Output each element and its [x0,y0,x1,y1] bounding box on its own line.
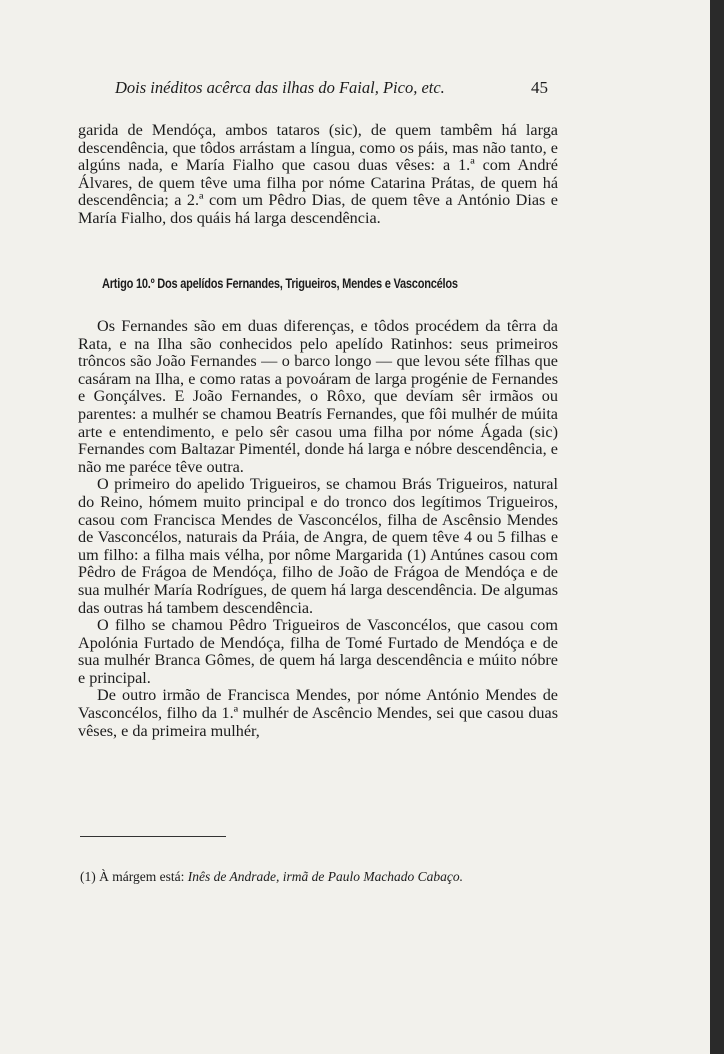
paragraph-0: garida de Mendóça, ambos tataros (sic), de quem tambêm há larga descendência, que tôdos arrástam a língua, como os páis, mas não tanto, e algúns nada, e María Fialho que casou duas vêses: a 1.ª com André Álvares, de quem têve uma filha por nóme Catarina Prátas, de quem há descendência; a 2.ª com um Pêdro Dias, de quem têve a António Dias e María Fialho, dos quáis há larga descendência. [78,121,558,227]
running-title: Dois inéditos acêrca das ilhas do Faial, Pico, etc. [115,78,445,97]
paragraph-3: O filho se chamou Pêdro Trigueiros de Vasconcélos, que casou com Apolónia Furtado de Mendóça, filha de Tomé Furtado de Mendóça e de sua mulhér Branca Gômes, de quem há larga descendência e múito nóbre e principal. [78,616,558,687]
footnote [80,869,550,885]
footnote-text: Inês de Andrade, irmã de Paulo Machado Cabaço. [187,869,464,884]
footnote-marker: (1) À márgem está: [80,869,185,884]
section-heading: Artigo 10.º Dos apelídos Fernandes, Trigueiros, Mendes e Vasconcélos [102,276,458,291]
paragraph-4: De outro irmão de Francisca Mendes, por nóme António Mendes de Vasconcélos, filho da 1.ª mulhér de Ascêncio Mendes, sei que casou duas vêses, e da primeira mulhér, [78,686,558,740]
paragraph-continued [78,122,558,228]
body-text [78,318,558,740]
paragraph-2: O primeiro do apelido Trigueiros, se chamou Brás Trigueiros, natural do Reino, hómem muito principal e do tronco dos legítimos Trigueiros, casou com Francisca Mendes de Vasconcélos, filha de Ascênsio Mendes de Vasconcélos, naturais da Práia, de Angra, de quem têve 4 ou 5 filhas e um filho: a filha mais vélha, por nôme Margarida (1) Antúnes casou com Pêdro de Frágoa de Mendóça, filho de João de Frágoa de Mendóça e de sua mulhér María Rodrígues, de quem há larga descendência. De algumas das outras há tambem descendência. [78,475,558,617]
page-number: 45 [531,78,548,97]
page-edge-shadow [710,0,724,1054]
footnote-rule [80,836,226,837]
paragraph-1: Os Fernandes são em duas diferenças, e tôdos procédem da têrra da Rata, e na Ilha são conhecidos pelo apelído Ratinhos: seus primeiros trôncos são João Fernandes — o barco longo — que levou séte fîlhas que casáram na Ilha, e como ratas a povoáram de larga progénie de Fernandes e Gonçálves. E João Fernandes, o Rôxo, que devíam sêr irmãos ou parentes: a mulhér se chamou Beatrís Fernandes, que fôi mulhér de múita arte e entendimento, e pelo sêr casou uma filha por nóme Ágada (sic) Fernandes com Baltazar Pimentél, donde há larga e nóbre descendência, e não me paréce têve outra. [78,317,558,476]
